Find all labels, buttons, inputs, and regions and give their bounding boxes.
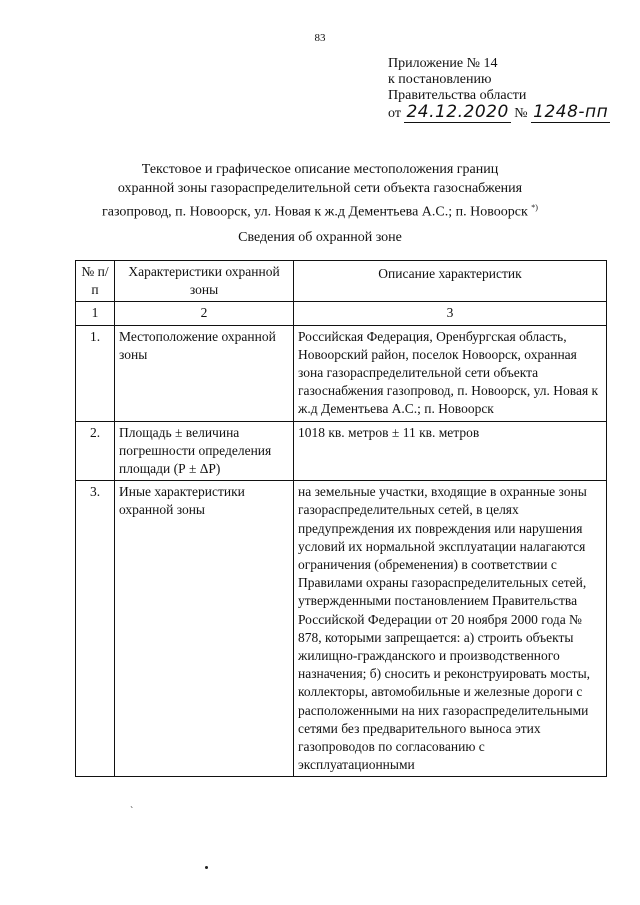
- table-row: [76, 481, 607, 777]
- row-characteristic: Иные характеристики охранной зоны: [115, 481, 294, 777]
- row-characteristic: Местоположение охранной зоны: [115, 325, 294, 421]
- title-line3: [60, 198, 580, 222]
- table-row: [76, 325, 607, 421]
- stray-dot: [205, 866, 208, 869]
- table-row: [76, 421, 607, 481]
- column-number: 2: [115, 302, 294, 325]
- title-line1: Текстовое и графическое описание местоположения границ: [141, 162, 499, 177]
- row-description: Российская Федерация, Оренбургская область, Новоорский район, поселок Новоорск, охранная зона газораспределительной сети объекта газоснабжения газопровод, п. Новоорск, ул. Новая к ж.д Дементьева А.С.; п. Новоорск: [294, 325, 607, 421]
- column-number: 1: [76, 302, 115, 325]
- row-characteristic: Площадь ± величина погрешности определения площади (Р ± ΔР): [115, 421, 294, 481]
- handwritten-date: 24.12.2020: [406, 102, 509, 122]
- zone-table: [75, 260, 607, 777]
- number-label: №: [514, 106, 528, 121]
- title-line3-text: газопровод, п. Новоорск, ул. Новая к ж.д Дементьева А.С.; п. Новоорск: [102, 204, 528, 220]
- column-number: 3: [294, 302, 607, 325]
- header-characteristics: Характеристики охранной зоны: [115, 261, 294, 302]
- appendix-line2: к постановлению: [388, 72, 492, 87]
- appendix-line3: Правительства области: [388, 88, 527, 103]
- appendix-date-line: [388, 104, 610, 122]
- row-number: 2.: [76, 421, 115, 481]
- section-subtitle: Сведения об охранной зоне: [238, 230, 402, 245]
- appendix-header: [388, 56, 610, 122]
- title-line2: охранной зоны газораспределительной сети объекта газоснабжения: [117, 181, 523, 196]
- stray-mark: `: [130, 806, 134, 817]
- appendix-line1: Приложение № 14: [388, 56, 498, 71]
- row-description: на земельные участки, входящие в охранные зоны газораспределительных сетей, в целях предупреждения их повреждения или нарушения условий их нормальной эксплуатации налагаются ограничения (обременения) в соответствии с Правилами охраны газораспределительных сетей, утвержденными постановлением Правительства Российской Федерации от 20 ноября 2000 года № 878, которыми запрещается: а) строить объекты жилищно-гражданского и производственного назначения; б) сносить и реконструировать мосты, коллекторы, автомобильные и железные дороги с расположенными на них газораспределительными сетями без предварительного выноса этих газопроводов по согласованию с эксплуатационными: [294, 481, 607, 777]
- row-description: 1018 кв. метров ± 11 кв. метров: [294, 421, 607, 481]
- document-title: [60, 160, 580, 222]
- from-label: от: [388, 106, 401, 121]
- footnote-mark: *): [531, 203, 538, 212]
- handwritten-number: 1248-пп: [533, 102, 609, 122]
- header-number: № п/п: [76, 261, 115, 302]
- column-numbers-row: [76, 302, 607, 325]
- row-number: 3.: [76, 481, 115, 777]
- row-number: 1.: [76, 325, 115, 421]
- table-header-row: [76, 261, 607, 302]
- page-number: 83: [314, 32, 326, 44]
- header-description: Описание характеристик: [294, 261, 607, 302]
